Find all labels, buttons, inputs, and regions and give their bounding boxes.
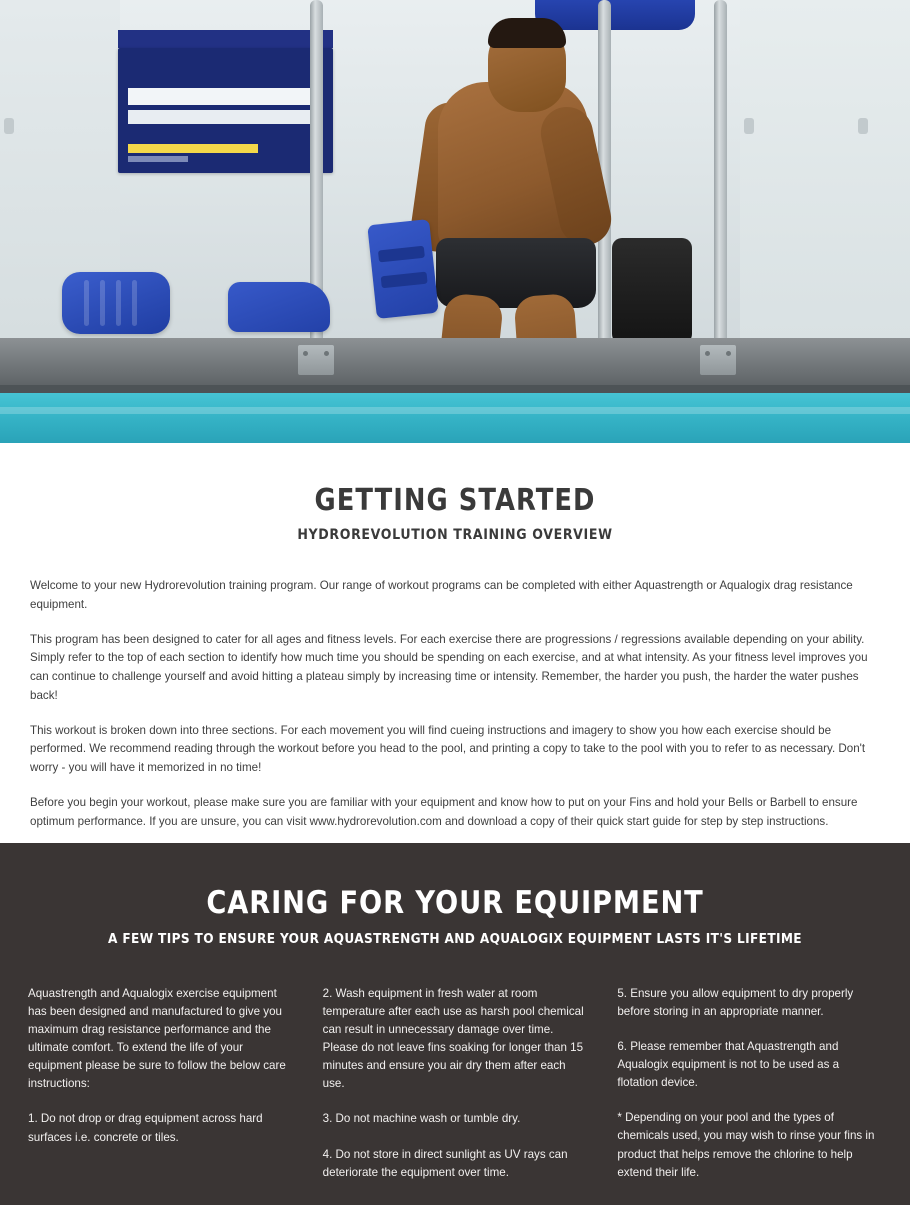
care-title: CARING FOR YOUR EQUIPMENT [206, 885, 704, 921]
intro-paragraph-3: This workout is broken down into three sections. For each movement you will find cueing instructions and imagery to show you how each exercise should be performed. We recommend reading through the workout before you head to the pool, and printing a copy to take to the pool with you to refer to as necessary. Don't worry - you will have it memorized in no time! [30, 723, 866, 775]
care-column-2 [323, 985, 588, 1199]
aqualogix-fin-held [367, 219, 438, 319]
pool-rail [714, 0, 727, 345]
rail-base [298, 345, 334, 375]
care-columns [28, 985, 882, 1199]
care-paragraph: 4. Do not store in direct sunlight as UV rays can deteriorate the equipment over time. [322, 1147, 568, 1179]
page-subtitle: HYDROREVOLUTION TRAINING OVERVIEW [297, 527, 613, 543]
intro-paragraph-4: Before you begin your workout, please make sure you are familiar with your equipment and know how to put on your Fins and hold your Bells or Barbell to ensure optimum performance. If you are unsure, you can visit www.hydrorevolution.com and download a copy of their quick start guide for step by step instructions. [30, 796, 858, 828]
care-column-1 [28, 985, 293, 1199]
pool-water [0, 393, 910, 443]
rail-base [700, 345, 736, 375]
care-paragraph: * Depending on your pool and the types of chemicals used, you may wish to rinse your fins in product that helps remove the chlorine to help extend their life. [617, 1111, 875, 1179]
pool-deck [0, 338, 910, 388]
aqualogix-fin-deck [228, 282, 330, 332]
page-title: GETTING STARTED [314, 483, 596, 518]
getting-started-section [0, 443, 910, 843]
intro-paragraph-1: Welcome to your new Hydrorevolution training program. Our range of workout programs can be completed with either Aquastrength or Aqualogix drag resistance equipment. [30, 579, 853, 611]
care-paragraph: 1. Do not drop or drag equipment across hard surfaces i.e. concrete or tiles. [28, 1112, 263, 1144]
care-column-3 [617, 985, 882, 1199]
care-paragraph: 3. Do not machine wash or tumble dry. [322, 1112, 521, 1126]
care-paragraph: 2. Wash equipment in fresh water at room temperature after each use as harsh pool chemical can result in unnecessary damage over time. Please do not leave fins soaking for longer than 15 minutes and ensure you air dry them after each use. [322, 987, 584, 1091]
aquastrength-bell [62, 272, 170, 334]
wall-fitting-icon [744, 118, 754, 134]
equipment-care-section [0, 843, 910, 1205]
wall-fitting-icon [4, 118, 14, 134]
intro-paragraph-2: This program has been designed to cater for all ages and fitness levels. For each exercise there are progressions / regressions available depending on your ability. Simply refer to the top of each section to identify how much time you should be spending on each exercise, and at what intensity. As your fitness level improves you can continue to challenge yourself and avoid hitting a plateau simply by increasing time or intensity. Remember, the harder you push, the harder the water pushes back! [30, 632, 868, 702]
pool-banner-top [118, 30, 333, 48]
care-paragraph: 5. Ensure you allow equipment to dry properly before storing in an appropriate manner. [617, 987, 854, 1019]
intro-body [30, 577, 880, 832]
wall-fitting-icon [858, 118, 868, 134]
hero-wall-right [740, 0, 910, 340]
care-subtitle: A FEW TIPS TO ENSURE YOUR AQUASTRENGTH AND AQUALOGIX EQUIPMENT LASTS IT'S LIFETIME [108, 931, 802, 947]
care-paragraph: 6. Please remember that Aquastrength and Aqualogix equipment is not to be used as a flotation device. [617, 1040, 840, 1090]
hero-photo [0, 0, 910, 443]
care-paragraph: Aquastrength and Aqualogix exercise equipment has been designed and manufactured to give you maximum drag resistance performance and the ultimate comfort. To extend the life of your equipment please be sure to follow the below care instructions: [28, 987, 286, 1091]
pool-banner [118, 48, 333, 173]
